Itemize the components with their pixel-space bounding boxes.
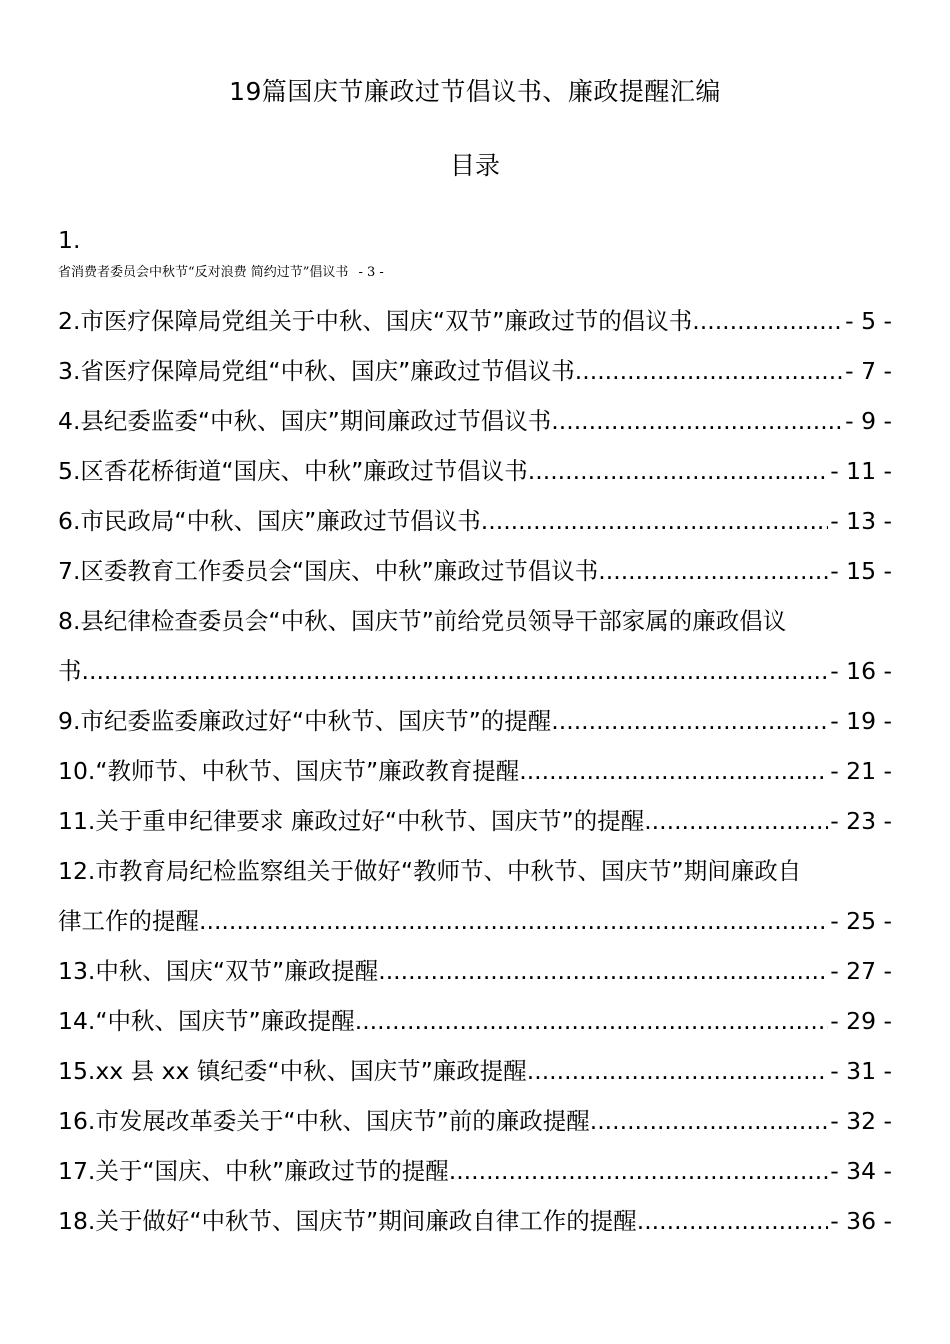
toc-entry-title: 13.中秋、国庆“双节”廉政提醒 xyxy=(58,957,379,985)
toc-entry-6[interactable] xyxy=(58,496,892,546)
toc-dot-leader xyxy=(378,946,828,996)
toc-entry-title: 9.市纪委监委廉政过好“中秋节、国庆节”的提醒 xyxy=(58,707,552,735)
toc-entry-page: - 25 - xyxy=(830,907,892,935)
toc-entry-9[interactable] xyxy=(58,696,892,746)
toc-entry-3[interactable] xyxy=(58,346,892,396)
table-of-contents xyxy=(58,222,892,1246)
toc-dot-leader xyxy=(199,896,828,946)
toc-entry-title: 6.市民政局“中秋、国庆”廉政过节倡议书 xyxy=(58,507,481,535)
toc-entry-title: 书 xyxy=(58,657,82,685)
toc-dot-leader xyxy=(481,496,828,546)
toc-dot-leader xyxy=(637,1196,828,1246)
toc-dot-leader xyxy=(527,1046,828,1096)
toc-entry-page: - 19 - xyxy=(830,707,892,735)
toc-entry-title: 省消费者委员会中秋节“反对浪费 简约过节”倡议书 xyxy=(58,265,349,280)
toc-entry-12[interactable] xyxy=(58,846,892,946)
toc-entry-title: 10.“教师节、中秋节、国庆节”廉政教育提醒 xyxy=(58,757,520,785)
toc-entry-text-small xyxy=(58,258,892,296)
toc-entry-page: - 7 - xyxy=(845,357,892,385)
toc-dot-leader xyxy=(598,546,828,596)
toc-entry-title: 5.区香花桥街道“国庆、中秋”廉政过节倡议书 xyxy=(58,457,528,485)
toc-entry-title: 4.县纪委监委“中秋、国庆”期间廉政过节倡议书 xyxy=(58,407,552,435)
toc-entry-page: - 13 - xyxy=(830,507,892,535)
toc-dot-leader xyxy=(575,346,843,396)
toc-entry-4[interactable] xyxy=(58,396,892,446)
toc-entry-page: - 15 - xyxy=(830,557,892,585)
toc-entry-page: - 16 - xyxy=(830,657,892,685)
toc-entry-page: - 36 - xyxy=(830,1207,892,1235)
toc-dot-leader xyxy=(519,746,828,796)
toc-entry-page: - 9 - xyxy=(845,407,892,435)
toc-dot-leader xyxy=(355,996,828,1046)
toc-dot-leader xyxy=(82,646,829,696)
toc-entry-14[interactable] xyxy=(58,996,892,1046)
toc-entry-18[interactable] xyxy=(58,1196,892,1246)
toc-entry-title: 7.区委教育工作委员会“国庆、中秋”廉政过节倡议书 xyxy=(58,557,599,585)
toc-entry-title: 14.“中秋、国庆节”廉政提醒 xyxy=(58,1007,355,1035)
toc-entry-title: 18.关于做好“中秋节、国庆节”期间廉政自律工作的提醒 xyxy=(58,1207,637,1235)
toc-dot-leader xyxy=(551,396,843,446)
toc-entry-page: - 27 - xyxy=(830,957,892,985)
toc-entry-15[interactable] xyxy=(58,1046,892,1096)
toc-entry-page: - 11 - xyxy=(830,457,892,485)
toc-entry-7[interactable] xyxy=(58,546,892,596)
toc-entry-11[interactable] xyxy=(58,796,892,846)
toc-entry-16[interactable] xyxy=(58,1096,892,1146)
toc-entry-page: - 3 - xyxy=(358,265,384,280)
toc-entry-title-line1: 8.县纪律检查委员会“中秋、国庆节”前给党员领导干部家属的廉政倡议 xyxy=(58,607,787,635)
toc-entry-title: 16.市发展改革委关于“中秋、国庆节”前的廉政提醒 xyxy=(58,1107,590,1135)
toc-dot-leader xyxy=(692,296,843,346)
toc-entry-number: 1. xyxy=(58,226,81,254)
toc-entry-title: 11.关于重申纪律要求 廉政过好“中秋节、国庆节”的提醒 xyxy=(58,807,645,835)
toc-entry-title-line1: 12.市教育局纪检监察组关于做好“教师节、中秋节、国庆节”期间廉政自 xyxy=(58,857,802,885)
toc-dot-leader xyxy=(644,796,828,846)
toc-entry-17[interactable] xyxy=(58,1146,892,1196)
toc-entry-5[interactable] xyxy=(58,446,892,496)
toc-entry-page: - 21 - xyxy=(830,757,892,785)
toc-entry-title: 17.关于“国庆、中秋”廉政过节的提醒 xyxy=(58,1157,449,1185)
toc-entry-8[interactable] xyxy=(58,596,892,696)
toc-dot-leader xyxy=(528,446,828,496)
toc-heading: 目录 xyxy=(449,151,500,180)
toc-entry-13[interactable] xyxy=(58,946,892,996)
toc-entry-title: 15.xx 县 xx 镇纪委“中秋、国庆节”廉政提醒 xyxy=(58,1057,527,1085)
toc-entry-title: 2.市医疗保障局党组关于中秋、国庆“双节”廉政过节的倡议书 xyxy=(58,307,693,335)
toc-entry-page: - 23 - xyxy=(830,807,892,835)
toc-entry-1[interactable] xyxy=(58,222,892,296)
toc-entry-page: - 31 - xyxy=(830,1057,892,1085)
document-title: 19篇国庆节廉政过节倡议书、廉政提醒汇编 xyxy=(229,77,721,106)
toc-entry-page: - 32 - xyxy=(830,1107,892,1135)
toc-entry-page: - 5 - xyxy=(845,307,892,335)
toc-entry-page: - 34 - xyxy=(830,1157,892,1185)
toc-dot-leader xyxy=(551,696,828,746)
toc-dot-leader xyxy=(449,1146,828,1196)
toc-entry-2[interactable] xyxy=(58,296,892,346)
toc-entry-title: 3.省医疗保障局党组“中秋、国庆”廉政过节倡议书 xyxy=(58,357,575,385)
toc-entry-10[interactable] xyxy=(58,746,892,796)
toc-dot-leader xyxy=(590,1096,828,1146)
toc-list xyxy=(58,296,892,1246)
toc-entry-page: - 29 - xyxy=(830,1007,892,1035)
toc-entry-title: 律工作的提醒 xyxy=(58,907,199,935)
